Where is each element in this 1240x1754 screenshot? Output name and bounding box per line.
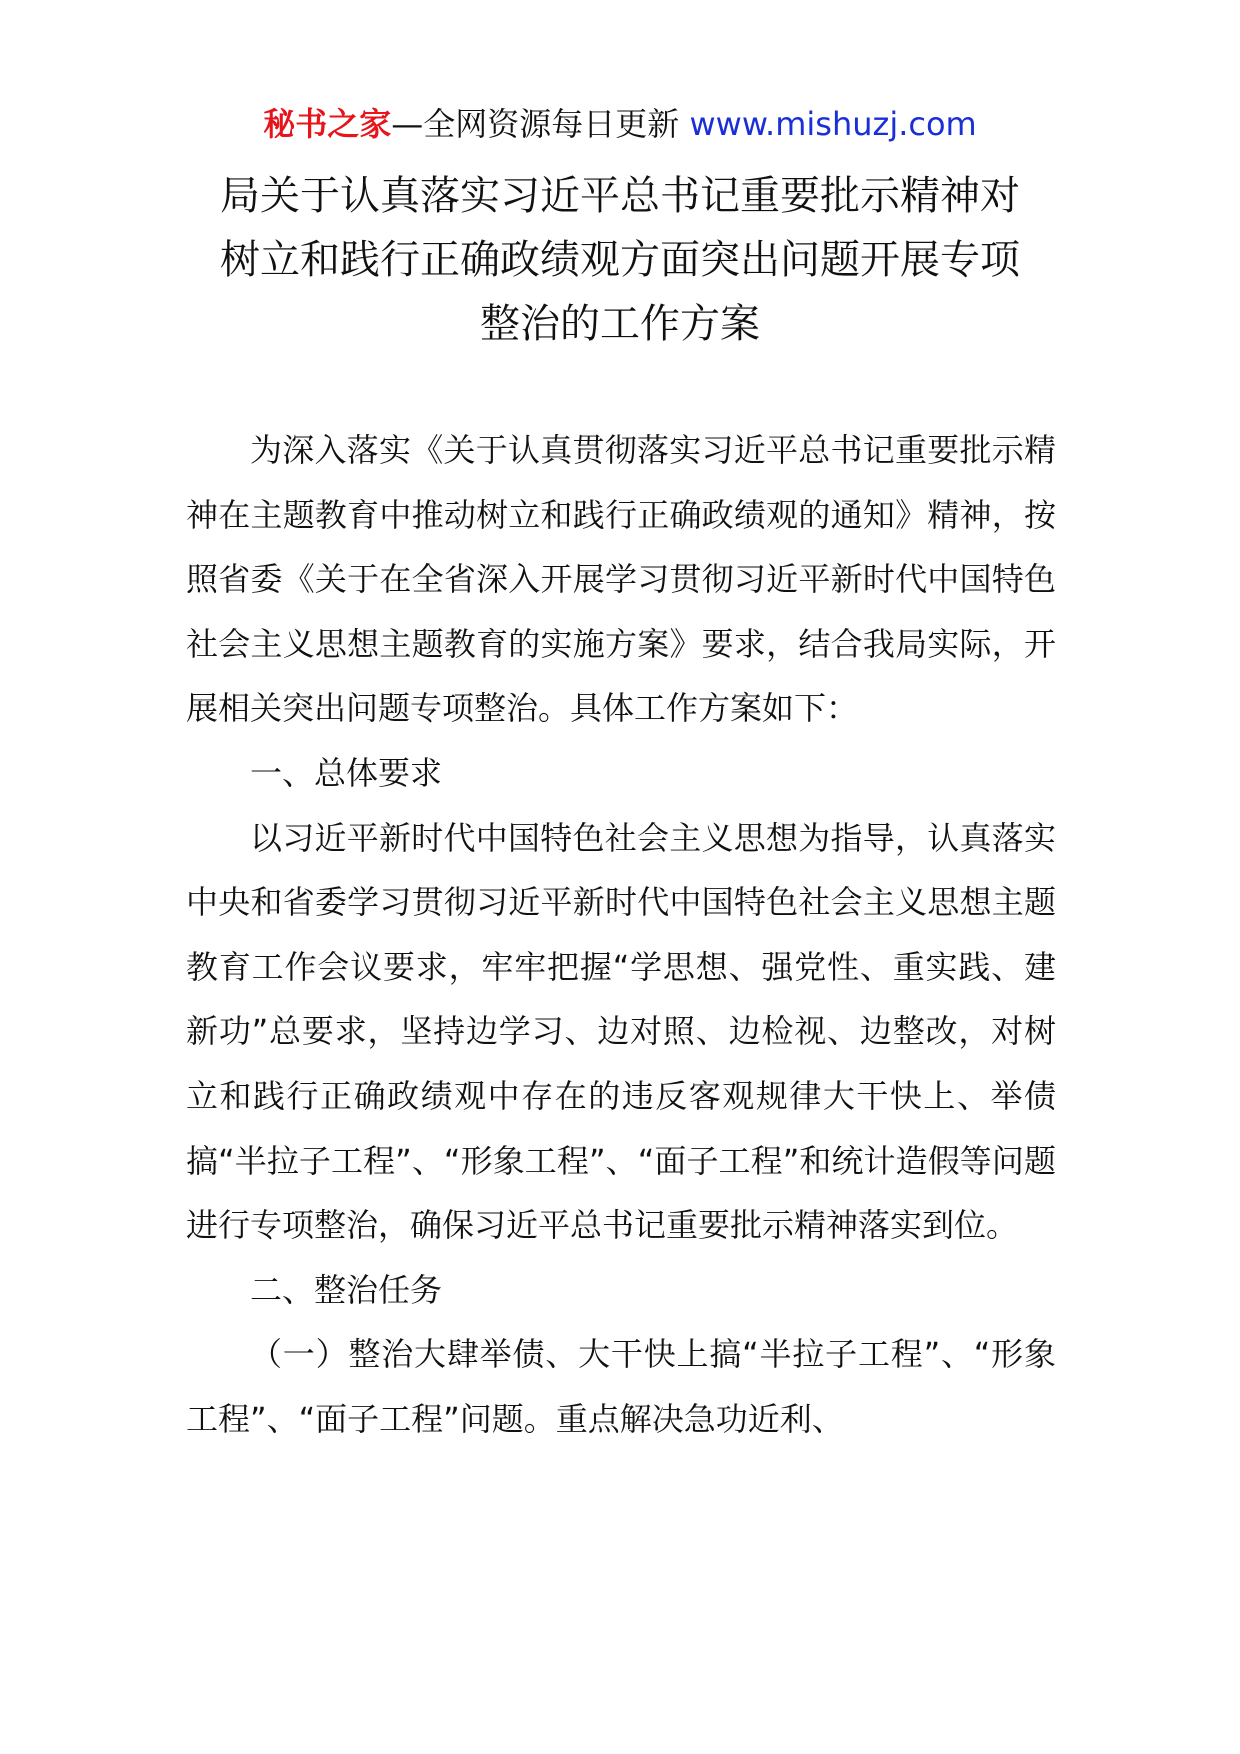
title-line-3: 整治的工作方案 <box>480 301 760 347</box>
document-title <box>150 164 1090 356</box>
section-heading-general-requirements: 一、总体要求 <box>250 753 443 792</box>
site-header <box>0 102 1240 146</box>
intro-paragraph: 为深入落实《关于认真贯彻落实习近平总书记重要批示精神在主题教育中推动树立和践行正确政绩观的通知》精神，按照省委《关于在全省深入开展学习贯彻习近平新时代中国特色社会主义思想主题教育的实施方案》要求，结合我局实际，开展相关突出问题专项整治。具体工作方案如下： <box>186 431 1056 728</box>
header-tagline: —全网资源每日更新 <box>391 105 680 143</box>
title-line-1: 局关于认真落实习近平总书记重要批示精神对 <box>220 173 1020 219</box>
site-url-link[interactable]: www.mishuzj.com <box>689 105 977 143</box>
section-heading-rectification-tasks: 二、整治任务 <box>250 1270 443 1309</box>
brand-name: 秘书之家 <box>263 105 392 143</box>
title-line-2: 树立和践行正确政绩观方面突出问题开展专项 <box>220 237 1020 283</box>
general-requirements-paragraph: 以习近平新时代中国特色社会主义思想为指导，认真落实中央和省委学习贯彻习近平新时代中国特色社会主义思想主题教育工作会议要求，牢牢把握“学思想、强党性、重实践、建新功”总要求，坚持边学习、边对照、边检视、边整改，对树立和践行正确政绩观中存在的违反客观规律大干快上、举债搞“半拉子工程”、“形象工程”、“面子工程”和统计造假等问题进行专项整治，确保习近平总书记重要批示精神落实到位。 <box>186 818 1056 1245</box>
rectification-task-1-paragraph: （一）整治大肆举债、大干快上搞“半拉子工程”、“形象工程”、“面子工程”问题。重点解决急功近利、 <box>186 1335 1056 1438</box>
document-body <box>186 418 1056 1452</box>
